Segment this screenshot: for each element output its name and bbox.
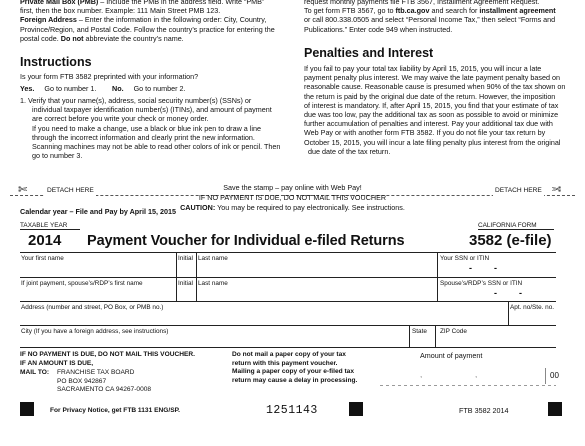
- penalties-line: Web Pay or with another form FTB 3582. If you do not file your tax return by: [304, 128, 546, 138]
- detach-right-label: DETACH HERE: [495, 187, 542, 194]
- penalties-heading: Penalties and Interest: [304, 46, 434, 60]
- initial-field[interactable]: [176, 252, 196, 277]
- instruction-item-1: [20, 96, 290, 160]
- penalties-line: reasonable cause. Reasonable cause is presumed when 90% of the tax shown on: [304, 82, 566, 92]
- foreign-text-4: abbreviate the country’s name.: [83, 33, 184, 43]
- california-form-label: CALIFORNIA FORM: [478, 222, 554, 230]
- pmb-paragraph: [20, 0, 285, 43]
- last-name-label: Last name: [198, 255, 228, 262]
- no-payment-instruction: IF NO PAYMENT IS DUE, DO NOT MAIL THIS VOUCHER.: [20, 351, 195, 358]
- installment-line: Publications.” Enter code 949 when instructed.: [304, 24, 453, 34]
- installment-line: or call 800.338.0505 and select “Personal Income Tax,” then select “Forms and: [304, 15, 556, 25]
- apt-field[interactable]: [508, 301, 556, 325]
- pmb-text-2: first, then the box number. Example: 111 Main Street PMB 123.: [20, 6, 221, 16]
- installment-paragraph: [304, 0, 574, 34]
- state-field[interactable]: [409, 325, 435, 347]
- do-not-mail-line: return may cause a delay in processing.: [232, 376, 358, 384]
- taxable-year-label: TAXABLE YEAR: [20, 222, 80, 230]
- first-name-label: Your first name: [21, 255, 64, 262]
- instructions-question: Is your form FTB 3582 preprinted with your information?: [20, 72, 199, 81]
- corner-mark-left: [20, 402, 34, 416]
- penalties-line: October 15, 2015, you will incur a late filing penalty plus interest from the original: [304, 137, 561, 147]
- item1-line: go to number 3.: [32, 151, 83, 161]
- yes-text: Go to number 1.: [44, 84, 97, 93]
- no-label: No.: [112, 84, 124, 93]
- amount-cents: 00: [550, 371, 559, 380]
- spouse-last-name-field[interactable]: [196, 277, 437, 301]
- penalties-paragraph: [304, 64, 576, 156]
- installment-line: request monthly payments file FTB 3567, Installment Agreement Request.: [304, 0, 540, 6]
- item1-line: are correct before you write your check or money order.: [32, 114, 209, 124]
- pmb-label: Private Mail Box (PMB): [20, 0, 99, 6]
- spouse-initial-label: Initial: [178, 280, 193, 287]
- penalties-line: due was too low, pay the additional tax as soon as possible to avoid or minimize: [304, 110, 559, 120]
- address-label: Address (number and street, PO Box, or PMB no.): [21, 304, 164, 311]
- last-name-field[interactable]: [196, 252, 437, 277]
- penalties-line: further accumulation of penalties and interest. Pay your additional tax due with: [304, 119, 553, 129]
- mail-to-line: PO BOX 942867: [57, 377, 107, 385]
- zip-label: ZIP Code: [440, 328, 467, 335]
- item1-line: 1. Verify that your name(s), address, social security number(s) (SSNs) or: [20, 96, 252, 105]
- ssn-separators: -: [469, 263, 472, 273]
- city-field[interactable]: [20, 325, 409, 347]
- caution-label: CAUTION:: [180, 203, 216, 212]
- ssn-separators: -: [519, 288, 522, 298]
- amount-label: Amount of payment: [420, 351, 483, 360]
- state-label: State: [412, 328, 427, 335]
- scan-code: 1251143: [266, 404, 318, 417]
- tax-year: 2014: [28, 232, 62, 249]
- amount-dollar-sign-icon: ,: [475, 370, 478, 379]
- detach-left-label: DETACH HERE: [47, 187, 94, 194]
- mail-to-address: [57, 369, 151, 395]
- penalties-line: the return is paid by the original due date of the return. However, the imposition: [304, 91, 556, 101]
- voucher-title: Payment Voucher for Individual e-filed Returns: [87, 233, 405, 249]
- item1-line: If you need to make a change, use a black or blue ink pen to draw a line: [32, 123, 261, 133]
- item1-line: individual taxpayer identification number(s) (ITINs), and amount of payment: [32, 105, 272, 115]
- footer-form: FTB 3582 2014: [459, 406, 509, 415]
- yes-label: Yes.: [20, 84, 35, 93]
- foreign-do-not: Do not: [60, 33, 84, 43]
- mail-to-line: FRANCHISE TAX BOARD: [57, 369, 135, 376]
- initial-label: Initial: [178, 255, 193, 262]
- do-not-mail-notice: [232, 351, 357, 385]
- city-label: City (If you have a foreign address, see instructions): [21, 328, 169, 335]
- scissors-left-icon: ✄: [18, 184, 28, 196]
- spouse-last-name-label: Last name: [198, 280, 228, 287]
- foreign-text: – Enter the information in the following order: City, Country,: [76, 15, 267, 25]
- installment-agreement-term: installment agreement: [479, 6, 556, 16]
- apt-label: Apt. no/Ste. no.: [510, 304, 555, 311]
- spouse-first-name-field[interactable]: [20, 277, 176, 301]
- zip-field[interactable]: [435, 325, 556, 347]
- foreign-text-2: Province/Region, and Postal Code. Follow the country’s practice for entering the: [20, 24, 275, 34]
- corner-mark-right: [548, 402, 562, 416]
- no-payment-notice: IF NO PAYMENT IS DUE, DO NOT MAIL THIS VOUCHER: [198, 193, 387, 202]
- caution-text: You may be required to pay electronically. See instructions.: [215, 203, 405, 212]
- form-number: 3582 (e-file): [469, 232, 552, 249]
- scissors-right-icon: ✄: [552, 184, 562, 196]
- spouse-first-name-label: If joint payment, spouse’s/RDP’s first name: [21, 280, 143, 287]
- ftb-website-link[interactable]: ftb.ca.gov: [395, 6, 430, 16]
- amount-dollar-sign-icon: ,: [420, 370, 423, 379]
- row-rule: [20, 347, 556, 348]
- ssn-separators: -: [494, 263, 497, 273]
- do-not-mail-line: Mailing a paper copy of your e-filed tax: [232, 368, 355, 376]
- installment-line-1a: To get form FTB 3567, go to: [304, 6, 396, 16]
- col-rule: [545, 368, 546, 384]
- item1-line: Scanning machines may not be able to read other colors of ink or pencil. Then: [32, 142, 281, 152]
- amount-due-instruction: IF AN AMOUNT IS DUE,: [20, 360, 94, 367]
- penalties-line: of interest is mandatory. If, after April 15, 2015, you find that your estimate of tax: [304, 100, 559, 110]
- foreign-text-3: postal code.: [20, 33, 61, 43]
- item1-line: through the incorrect information and clearly print the new information.: [32, 132, 255, 142]
- corner-mark-center: [349, 402, 363, 416]
- web-pay-note: Save the stamp – pay online with Web Pay!: [223, 183, 362, 192]
- address-field[interactable]: [20, 301, 508, 325]
- do-not-mail-line: Do not mail a paper copy of your tax: [232, 351, 346, 358]
- no-option: [112, 84, 186, 93]
- foreign-label: Foreign Address: [20, 15, 77, 25]
- calendar-year-note: Calendar year – File and Pay by April 15, 2015: [20, 207, 176, 216]
- mail-to-line: SACRAMENTO CA 94267-0008: [57, 386, 152, 394]
- spouse-initial-field[interactable]: [176, 277, 196, 301]
- penalties-line: due date of the tax return.: [308, 146, 391, 156]
- amount-field[interactable]: [420, 366, 556, 386]
- do-not-mail-line: return with this payment voucher.: [232, 359, 338, 367]
- spouse-ssn-label: Spouse’s/RDP’s SSN or ITIN: [440, 280, 523, 287]
- pmb-text: – Include the PMB in the address field. Write “PMB”: [98, 0, 265, 6]
- ssn-separators: -: [494, 288, 497, 298]
- ssn-label: Your SSN or ITIN: [440, 255, 490, 262]
- penalties-line: payment penalty plus interest. We may waive the late payment penalty based on: [304, 73, 560, 83]
- yes-option: [20, 84, 96, 93]
- installment-line-1c: and search for: [429, 6, 480, 16]
- privacy-notice: For Privacy Notice, get FTB 1131 ENG/SP.: [50, 407, 180, 414]
- penalties-line: If you fail to pay your total tax liability by April 15, 2015, you will incur a late: [304, 64, 542, 73]
- instructions-heading: Instructions: [20, 55, 92, 69]
- no-text: Go to number 2.: [133, 84, 186, 93]
- mail-to-label: MAIL TO:: [20, 369, 50, 376]
- first-name-field[interactable]: [20, 252, 176, 277]
- amount-underline: [380, 385, 556, 386]
